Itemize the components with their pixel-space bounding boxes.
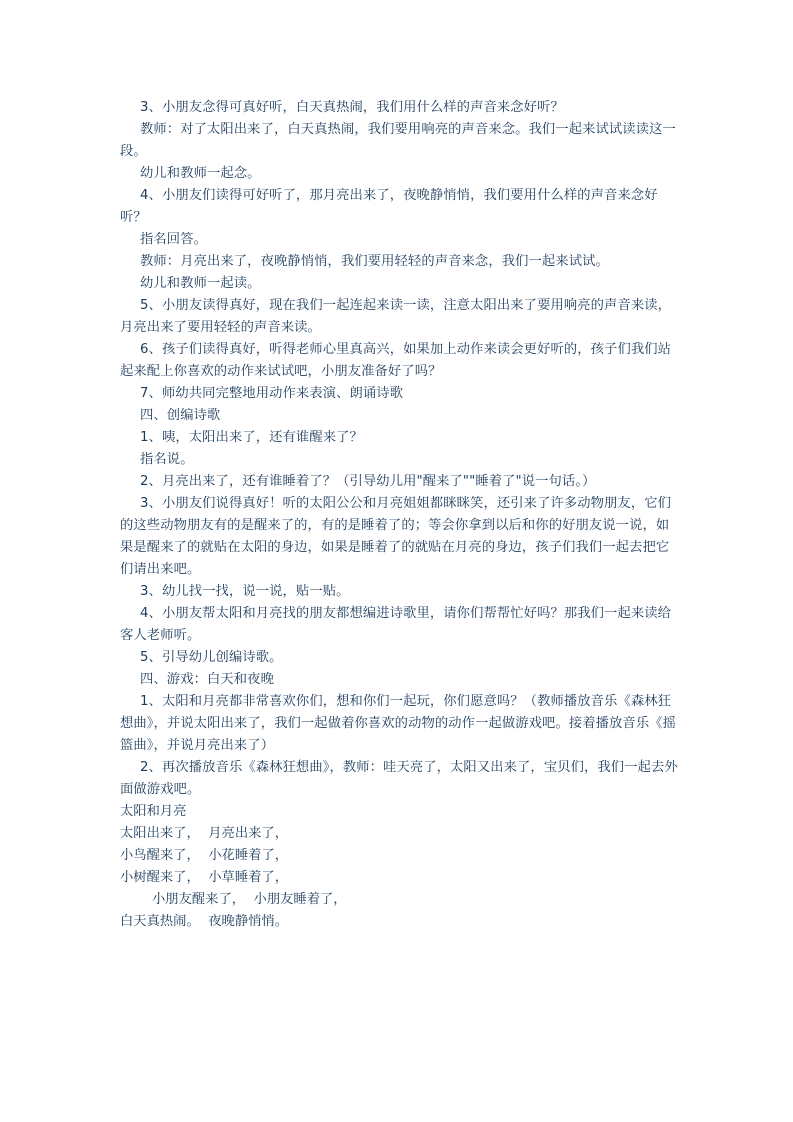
paragraph: 4、小朋友帮太阳和月亮找的朋友都想编进诗歌里，请你们帮帮忙好吗？那我们一起来读给客人老师听。 — [120, 606, 672, 643]
paragraph: 6、孩子们读得真好，听得老师心里真高兴，如果加上动作来读会更好听的，孩子们我们站起来配上你喜欢的动作来试试吧，小朋友准备好了吗？ — [120, 342, 672, 379]
poem-line: 小树醒来了， 小草睡着了， — [120, 870, 289, 885]
poem-line: 太阳出来了， 月亮出来了， — [120, 826, 289, 841]
poem-title: 太阳和月亮 — [120, 804, 187, 819]
paragraph: 3、小朋友念得可真好听，白天真热闹，我们用什么样的声音来念好听？ — [140, 100, 564, 115]
paragraph: 5、小朋友读得真好，现在我们一起连起来读一读，注意太阳出来了要用响亮的声音来读，月亮出来了要用轻轻的声音来读。 — [120, 298, 672, 335]
poem-line: 白天真热闹。 夜晚静悄悄。 — [120, 914, 289, 929]
paragraph: 5、引导幼儿创编诗歌。 — [140, 650, 283, 665]
paragraph: 幼儿和教师一起念。 — [140, 166, 261, 181]
document-body — [120, 97, 680, 933]
section-heading: 四、游戏：白天和夜晚 — [140, 672, 274, 687]
paragraph: 4、小朋友们读得可好听了，那月亮出来了，夜晚静悄悄，我们要用什么样的声音来念好听？ — [120, 188, 658, 225]
poem — [120, 801, 680, 933]
paragraph: 2、再次播放音乐《森林狂想曲》，教师：哇天亮了，太阳又出来了，宝贝们，我们一起去外面做游戏吧。 — [120, 760, 678, 797]
paragraph: 1、太阳和月亮都非常喜欢你们，想和你们一起玩，你们愿意吗？（教师播放音乐《森林狂想曲》，并说太阳出来了，我们一起做着你喜欢的动物的动作一起做游戏吧。接着播放音乐《摇篮曲》，并说月亮出来了） — [120, 694, 677, 753]
section-heading: 四、创编诗歌 — [140, 408, 221, 423]
paragraph: 教师：月亮出来了，夜晚静悄悄，我们要用轻轻的声音来念，我们一起来试试。 — [140, 254, 609, 269]
paragraph: 1、咦，太阳出来了，还有谁醒来了？ — [140, 430, 363, 445]
paragraph: 2、月亮出来了，还有谁睡着了？（引导幼儿用"醒来了""睡着了"说一句话。） — [140, 474, 596, 489]
poem-line: 小鸟醒来了， 小花睡着了， — [120, 848, 289, 863]
paragraph: 7、师幼共同完整地用动作来表演、朗诵诗歌 — [140, 386, 404, 401]
paragraph: 幼儿和教师一起读。 — [140, 276, 261, 291]
paragraph: 3、小朋友们说得真好！听的太阳公公和月亮姐姐都眯眯笑，还引来了许多动物朋友，它们的这些动物朋友有的是醒来了的，有的是睡着了的；等会你拿到以后和你的好朋友说一说，如果是醒来了的就贴在太阳的身边，如果是睡着了的就贴在月亮的身边，孩子们我们一起去把它们请出来吧。 — [120, 496, 672, 577]
paragraph: 教师：对了太阳出来了，白天真热闹，我们要用响亮的声音来念。我们一起来试试读读这一段。 — [120, 122, 676, 159]
paragraph: 指名说。 — [140, 452, 194, 467]
paragraph: 指名回答。 — [140, 232, 207, 247]
paragraph: 3、幼儿找一找，说一说，贴一贴。 — [140, 584, 350, 599]
poem-line: 小朋友醒来了， 小朋友睡着了， — [152, 892, 347, 907]
